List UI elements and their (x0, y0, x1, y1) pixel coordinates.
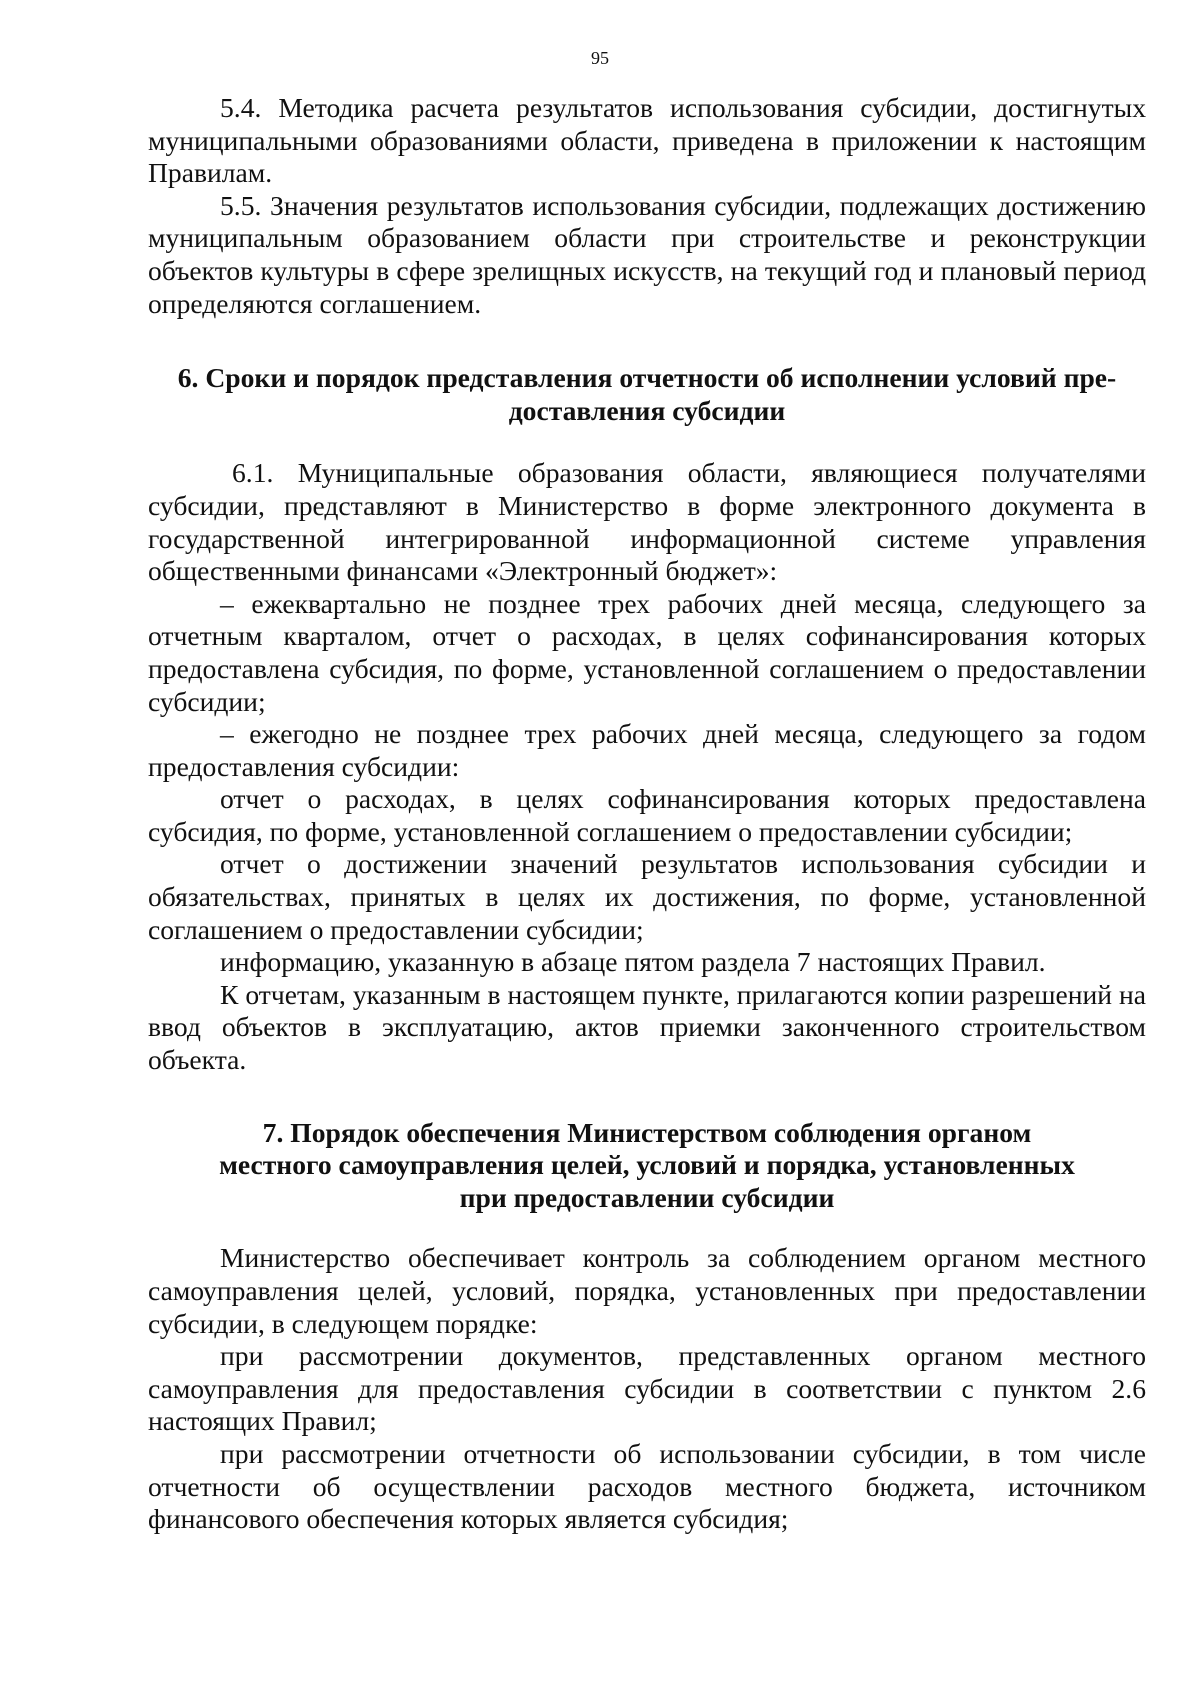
spacer (148, 1077, 1146, 1117)
paragraph-results-report: отчет о достижении значений результатов использования субсидии и обязательствах, принятых в целях их достижения, по форме, установленной соглашением о предоставлении субсидии; (148, 848, 1146, 945)
spacer (148, 320, 1146, 362)
paragraph-documents-review: при рассмотрении документов, представленных органом местного самоуправления для предоставления субсидии в соответствии с пунктом 2.6 настоящих Правил; (148, 1340, 1146, 1437)
spacer (148, 427, 1146, 457)
section-7-heading-line1: 7. Порядок обеспечения Министерством соблюдения органом (262, 1116, 1032, 1148)
paragraph-5-4: 5.4. Методика расчета результатов использования субсидии, достигнутых муниципальными образованиями области, приведена в приложении к настоящим Правилам. (148, 92, 1146, 189)
section-6-heading-line1: 6. Сроки и порядок представления отчетности об исполнении условий пре- (177, 362, 1117, 394)
section-7-heading-line2: местного самоуправления целей, условий и порядка, установленных (219, 1149, 1075, 1181)
paragraph-reports-review: при рассмотрении отчетности об использовании субсидии, в том числе отчетности об осуществлении расходов местного бюджета, источником финансового обеспечения которых является субсидия; (148, 1437, 1146, 1535)
paragraph-expense-report: отчет о расходах, в целях софинансирования которых предоставлена субсидия, по форме, установленной соглашением о предоставлении субсидии; (148, 783, 1146, 847)
paragraph-6-1: 6.1. Муниципальные образования области, являющиеся получателями субсидии, представляют в Министерство в форме электронного документа в государственной интегрированной информационной системе управления общественными финансами «Электронный бюджет»: (148, 457, 1146, 587)
section-7-heading (148, 1117, 1146, 1215)
paragraph-control: Министерство обеспечивает контроль за соблюдением органом местного самоуправления целей, условий, порядка, установленных при предоставлении субсидии, в следующем порядке: (148, 1242, 1146, 1339)
paragraph-annual-report: – ежегодно не позднее трех рабочих дней месяца, следующего за годом предоставления субсидии: (148, 718, 1146, 782)
page-number: 95 (591, 48, 609, 68)
paragraph-attachments: К отчетам, указанным в настоящем пункте, прилагаются копии разрешений на ввод объектов в эксплуатацию, актов приемки законченного строительством объекта. (148, 978, 1146, 1076)
section-6-heading-line2: доставления субсидии (508, 394, 786, 426)
section-6-heading (148, 362, 1146, 427)
paragraph-quarterly-report: – ежеквартально не позднее трех рабочих дней месяца, следующего за отчетным кварталом, отчет о расходах, в целях софинансирования которых предоставлена субсидия, по форме, установленной соглашением о предоставлении субсидии; (148, 587, 1146, 717)
spacer (148, 1214, 1146, 1242)
paragraph-5-5: 5.5. Значения результатов использования субсидии, подлежащих достижению муниципальным образованием области при строительстве и реконструкции объектов культуры в сфере зрелищных искусств, на текущий год и плановый период определяются соглашением. (148, 189, 1146, 319)
document-body (148, 92, 1146, 1536)
section-7-heading-line3: при предоставлении субсидии (459, 1181, 835, 1213)
paragraph-information: информацию, указанную в абзаце пятом раздела 7 настоящих Правил. (220, 946, 1046, 978)
